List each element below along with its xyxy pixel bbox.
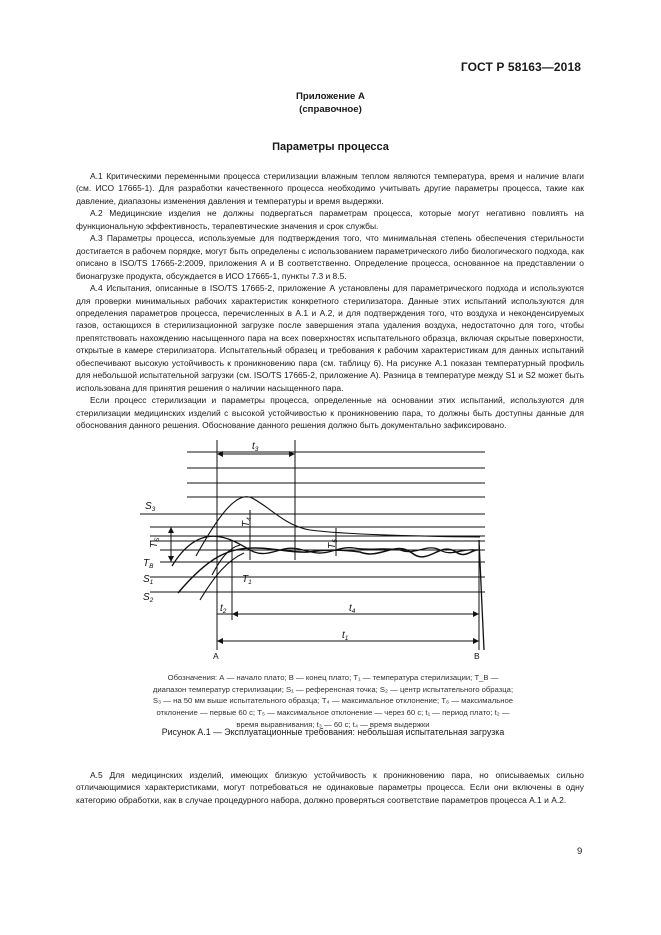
appendix-subtitle: (справочное) xyxy=(299,103,362,115)
t1-label: $T_1$ xyxy=(242,574,252,586)
s3-label: $S_3$ xyxy=(145,501,156,513)
time-t2-label: $t_2$ xyxy=(220,603,227,615)
appendix-title: Приложение А xyxy=(296,91,365,102)
section-title: Параметры процесса xyxy=(272,141,389,153)
paragraph-a3: А.3 Параметры процесса, используемые для подтверждения того, что минимальная степень обеспечения стерильности достигается в рабочем порядке, могут быть определены с использованием параметрического либо биологического подхода, как описано в ISO/TS 17665-2:2009, приложения А и В соответственно. Определение процесса, основанное на представлении о бионагрузке продукта, обсуждается в ИСО 17665-1, пункты 7.3 и 8.5. xyxy=(76,233,584,281)
point-a-label: A xyxy=(213,651,219,661)
time-t3-label: $t_3$ xyxy=(252,441,259,453)
paragraph-justification: Если процесс стерилизации и параметры процесса, определенные на основании этих испытаний, используются для стерилизации медицинских изделий с высокой устойчивостью к проникновению пара, то должны быть доступны данные для обоснования данного решения. Обоснование данного решения должно быть документально зафиксировано. xyxy=(76,395,584,431)
paragraph-a4: А.4 Испытания, описанные в ISO/TS 17665-2, приложение А установлены для параметрического подхода и используются для проверки минимальных рабочих характеристик конкретного стерилизатора. Данные этих испытаний используются для определения параметров процесса, перечисленных в А.1 и А.2, и для подтверждения того, что воздуха и неконденсируемых газов, остающихся в стерилизационной загрузке после завершения этапа удаления воздуха, недостаточно для того, чтобы препятствовать нахождению насыщенного пара на всех поверхностях испытательного образца, включая скрытые поверхности, открытые в камере стерилизатора. Испытательный образец и требования к рабочим характеристикам для данных испытаний обеспечивают высокую устойчивость к проникновению пара (см. таблицу 6). На рисунке А.1 показан температурный профиль для небольшой испытательной загрузки (см. ISO/TS 17665-2, приложение А). Разница в температуре между S1 и S2 может быть использована для принятия решения о наличии насыщенного пара. xyxy=(76,283,584,393)
s2-label: $S_2$ xyxy=(143,592,154,604)
s1-label: $S_1$ xyxy=(143,574,154,586)
tb-label: $T_B$ xyxy=(143,558,154,570)
figure-caption: Рисунок А.1 — Эксплуатационные требования: небольшая испытательная загрузка xyxy=(161,727,505,737)
point-b-label: B xyxy=(474,651,480,661)
time-t4-label: $t_4$ xyxy=(349,603,356,615)
body-text-a5 xyxy=(76,769,584,806)
ts-label: $T_S$ xyxy=(149,537,161,548)
time-t1-label: $t_1$ xyxy=(342,630,349,642)
paragraph-a2: А.2 Медицинские изделия не должны подвергаться параметрам процесса, которые могут негативно повлиять на функциональную эффективность, терапевтические значения и срок службы. xyxy=(76,208,584,231)
figure-legend: Обозначения: А — начало плато; В — конец плато; T₁ — температура стерилизации; T_B — диапазон температур стерилизации; S₁ — референсная точка; S₂ — центр испытательного образца; S₃ — на 50 мм выше испытательного образца; T₄ — максимальное отклонение; T₆ — максимальное отклонение — первые 60 с; T₅ — максимальное отклонение — через 60 с; t₁ — период плато; t₂ — время выравнивания; t₃ — 60 с; t₄ — время выдержки xyxy=(152,673,514,729)
t5-label: $T_5$ xyxy=(327,539,339,549)
paragraph-a5: А.5 Для медицинских изделий, имеющих близкую устойчивость к проникновению пара, но описываемых сильно отличающимися характеристиками, могут потребоваться не одинаковые параметры процесса. Если они включены в одну категорию обработки, как в случае процедурного набора, должно проверяться соответствие параметров процесса А.1 и А.2. xyxy=(76,770,584,805)
page-number: 9 xyxy=(577,846,583,857)
paragraph-a1: А.1 Критическими переменными процесса стерилизации влажным теплом являются температура, время и наличие влаги (см. ИСО 17665-1). Для разработки качественного процесса необходимо учитывать другие параметры процесса, такие как давление, диапазоны изменения давления и температуры и время выдержки. xyxy=(76,171,584,206)
t4-label: $T_4$ xyxy=(241,517,253,527)
standard-id: ГОСТ Р 58163—2018 xyxy=(460,60,581,74)
